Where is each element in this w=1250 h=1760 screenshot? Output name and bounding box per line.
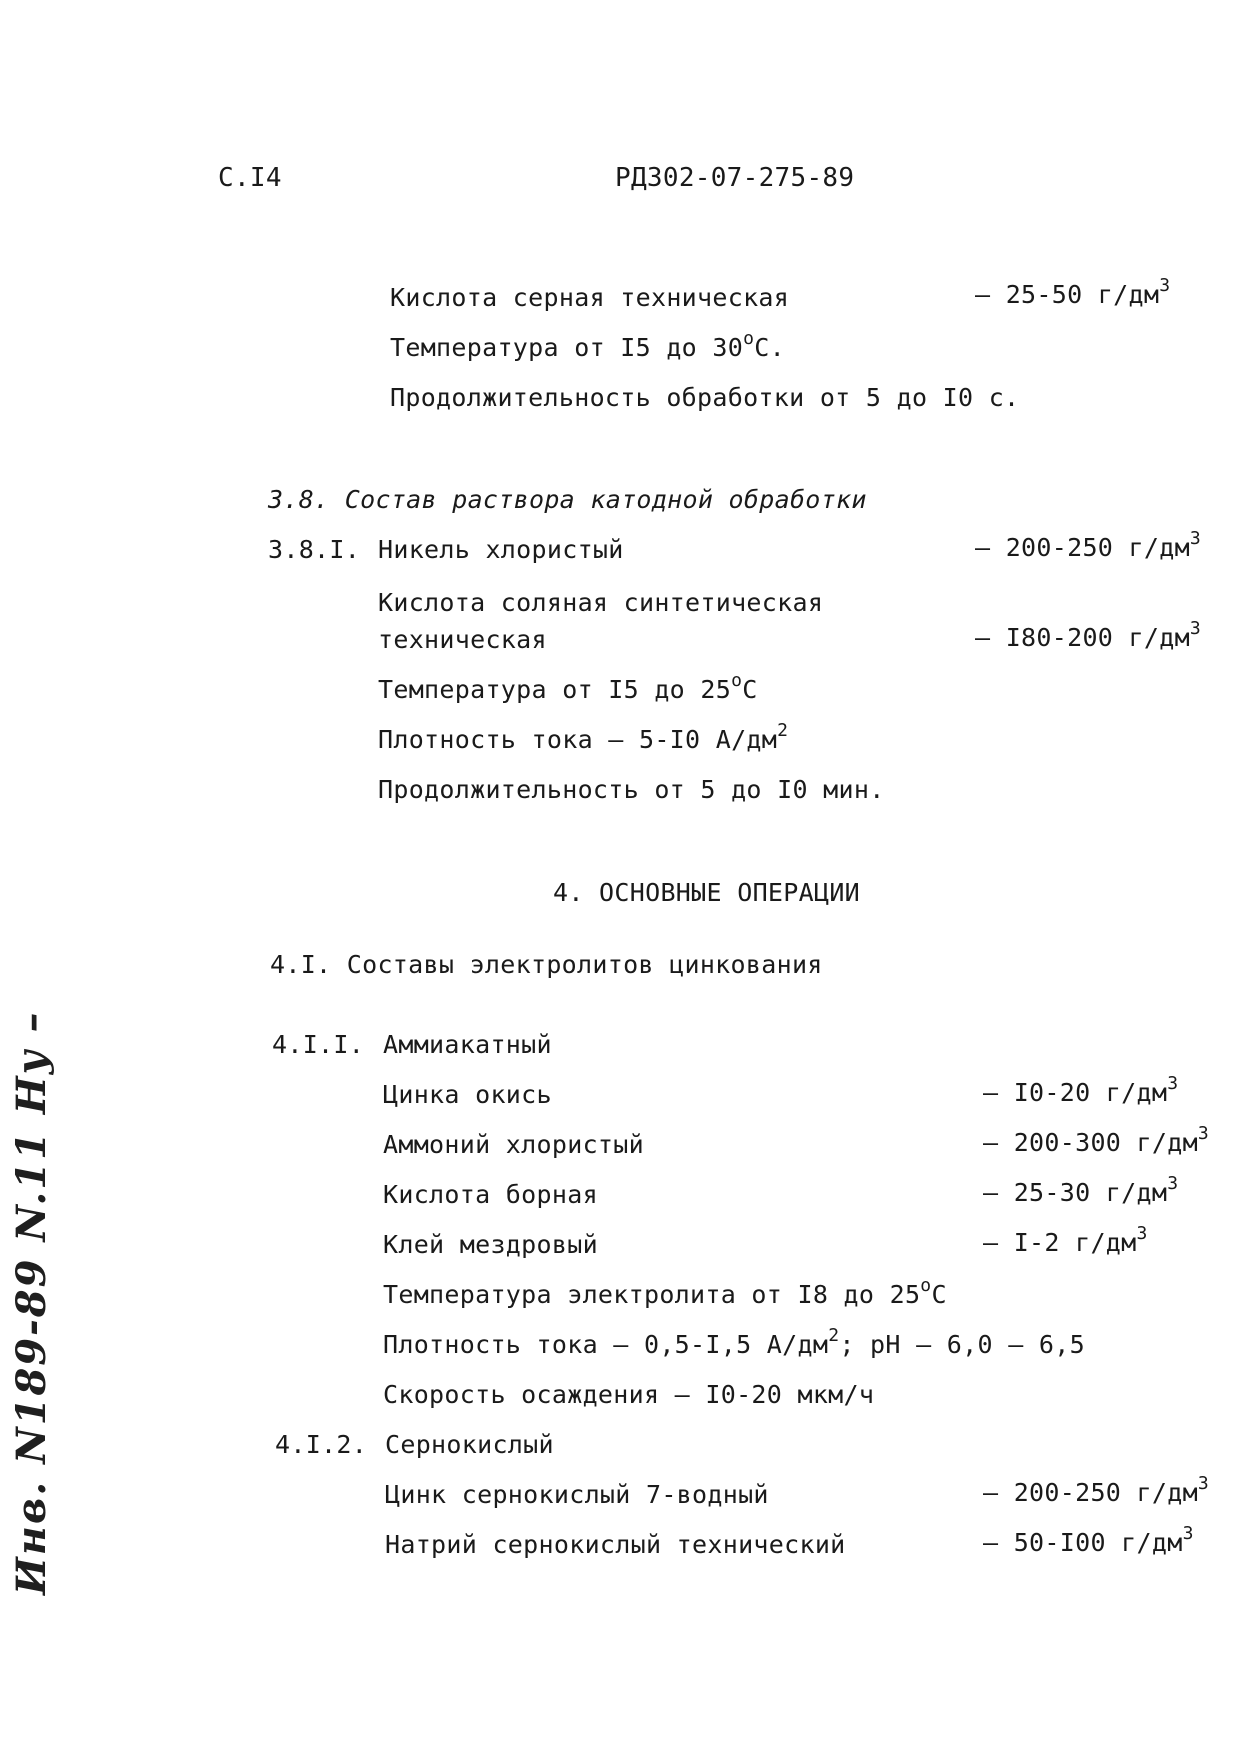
treatment-duration: Продолжительность обработки от 5 до I0 с.: [390, 383, 1020, 412]
section-4-heading: 4. ОСНОВНЫЕ ОПЕРАЦИИ: [553, 878, 861, 907]
section-3-8-1-number: 3.8.I.: [268, 535, 361, 564]
boric-acid-name: Кислота борная: [383, 1180, 598, 1209]
cathodic-current-density: Плотность тока – 5-I0 $А/дм^2$: [378, 719, 789, 754]
nickel-chloride-value: – 200-250 $г/дм^3$: [975, 527, 1202, 562]
zinc-oxide-name: Цинка окись: [383, 1080, 552, 1109]
boric-acid-value: – 25-30 $г/дм^3$: [983, 1172, 1179, 1207]
hide-glue-value: – I-2 $г/дм^3$: [983, 1222, 1148, 1257]
ammonia-electrolyte-title: Аммиакатный: [383, 1030, 552, 1059]
sulfuric-acid-value: – 25-50 $г/дм^3$: [975, 274, 1171, 309]
electrolyte-temperature: Температура электролита от I8 до 25$^o$С: [383, 1274, 947, 1309]
treatment-temperature: Температура от I5 до 30$^o$С.: [390, 327, 785, 362]
sulfuric-acid-name: Кислота серная техническая: [390, 283, 790, 312]
section-4-1-title: 4.I. Составы электролитов цинкования: [270, 950, 823, 979]
hydrochloric-acid-name-line2: техническая: [378, 625, 547, 654]
current-density-ph: Плотность тока – 0,5-I,5 $А/дм^2$; рН – 6,0 – 6,5: [383, 1324, 1085, 1359]
section-4-1-2-number: 4.I.2.: [275, 1430, 368, 1459]
hydrochloric-acid-name-line1: Кислота соляная синтетическая: [378, 588, 824, 617]
section-4-1-1-number: 4.I.I.: [272, 1030, 365, 1059]
ammonium-chloride-value: – 200-300 $г/дм^3$: [983, 1122, 1210, 1157]
page-number: С.I4: [218, 163, 282, 193]
inventory-handwritten-stamp: Инв. N189-89 N.11 Ну –: [8, 1010, 55, 1595]
zinc-oxide-value: – I0-20 $г/дм^3$: [983, 1072, 1179, 1107]
sulfate-electrolyte-title: Сернокислый: [385, 1430, 554, 1459]
sodium-sulfate-value: – 50-I00 $г/дм^3$: [983, 1522, 1194, 1557]
nickel-chloride-name: Никель хлористый: [378, 535, 624, 564]
section-3-8-title: 3.8. Состав раствора катодной обработки: [268, 485, 867, 514]
deposition-rate: Скорость осаждения – I0-20 мкм/ч: [383, 1380, 875, 1409]
document-code: РД302-07-275-89: [615, 163, 855, 193]
cathodic-duration: Продолжительность от 5 до I0 мин.: [378, 775, 885, 804]
cathodic-temperature: Температура от I5 до 25$^o$С: [378, 669, 758, 704]
zinc-sulfate-value: – 200-250 $г/дм^3$: [983, 1472, 1210, 1507]
sodium-sulfate-name: Натрий сернокислый технический: [385, 1530, 846, 1559]
ammonium-chloride-name: Аммоний хлористый: [383, 1130, 644, 1159]
hydrochloric-acid-value: – I80-200 $г/дм^3$: [975, 617, 1202, 652]
hide-glue-name: Клей мездровый: [383, 1230, 598, 1259]
zinc-sulfate-name: Цинк сернокислый 7-водный: [385, 1480, 769, 1509]
